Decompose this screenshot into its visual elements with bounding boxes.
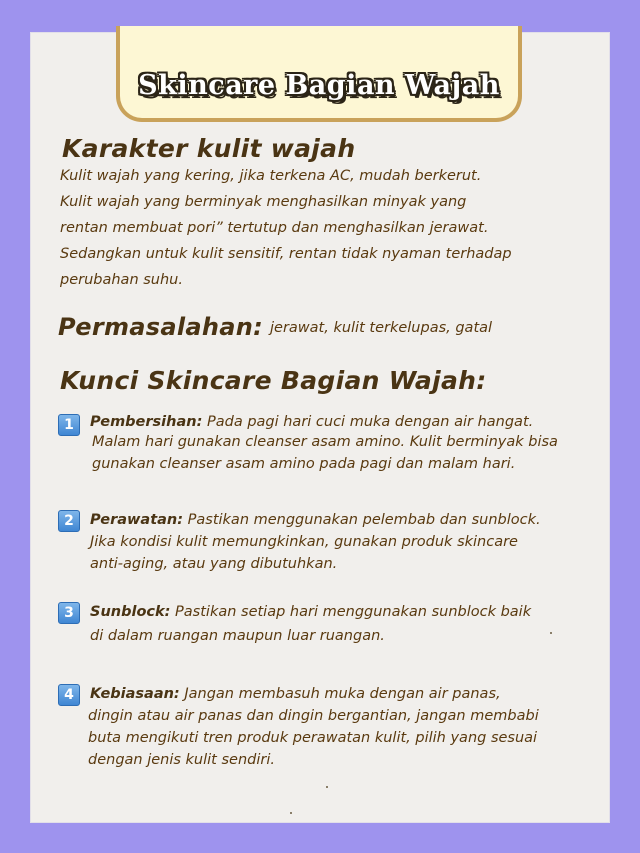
karakter-line: Kulit wajah yang berminyak menghasilkan minyak yang [60, 194, 467, 210]
decorative-dot [550, 632, 552, 634]
step-label: Sunblock: [90, 604, 171, 620]
step-first-line [90, 604, 531, 620]
karakter-line: rentan membuat pori” tertutup dan menghasilkan jerawat. [60, 220, 489, 236]
step-line: anti-aging, atau yang dibutuhkan. [90, 556, 338, 572]
step-label: Kebiasaan: [90, 686, 180, 702]
number-4-icon: 4 [58, 684, 80, 706]
permasalahan-heading: Permasalahan: [58, 313, 264, 341]
step-first-line [90, 686, 501, 702]
karakter-heading: Karakter kulit wajah [62, 134, 356, 163]
step-line: buta mengikuti tren produk perawatan kulit, pilih yang sesuai [88, 730, 538, 746]
number-2-icon: 2 [58, 510, 80, 532]
step-line: dingin atau air panas dan dingin bergantian, jangan membabi [88, 708, 539, 724]
kunci-heading: Kunci Skincare Bagian Wajah: [60, 366, 487, 395]
step-text: Pastikan setiap hari menggunakan sunblock baik [175, 604, 532, 620]
step-label: Perawatan: [90, 512, 184, 528]
karakter-line: Sedangkan untuk kulit sensitif, rentan tidak nyaman terhadap [60, 246, 512, 262]
step-text: Pada pagi hari cuci muka dengan air hangat. [206, 414, 534, 430]
step-first-line [90, 414, 533, 430]
number-1-icon: 1 [58, 414, 80, 436]
step-line: di dalam ruangan maupun luar ruangan. [90, 628, 385, 644]
step-text: Pastikan menggunakan pelembab dan sunblock. [187, 512, 541, 528]
karakter-line: perubahan suhu. [60, 272, 183, 288]
page-title: Skincare Bagian Wajah [138, 70, 500, 101]
step-label: Pembersihan: [90, 414, 203, 430]
permasalahan-text: jerawat, kulit terkelupas, gatal [270, 320, 493, 336]
step-line: dengan jenis kulit sendiri. [88, 752, 275, 768]
karakter-line: Kulit wajah yang kering, jika terkena AC, mudah berkerut. [60, 168, 482, 184]
step-line: gunakan cleanser asam amino pada pagi dan malam hari. [92, 456, 516, 472]
decorative-dot [326, 786, 328, 788]
decorative-dot [290, 812, 292, 814]
step-line: Jika kondisi kulit memungkinkan, gunakan produk skincare [90, 534, 518, 550]
title-banner [116, 26, 522, 122]
step-first-line [90, 512, 541, 528]
step-text: Jangan membasuh muka dengan air panas, [184, 686, 501, 702]
number-3-icon: 3 [58, 602, 80, 624]
step-line: Malam hari gunakan cleanser asam amino. Kulit berminyak bisa [92, 434, 558, 450]
